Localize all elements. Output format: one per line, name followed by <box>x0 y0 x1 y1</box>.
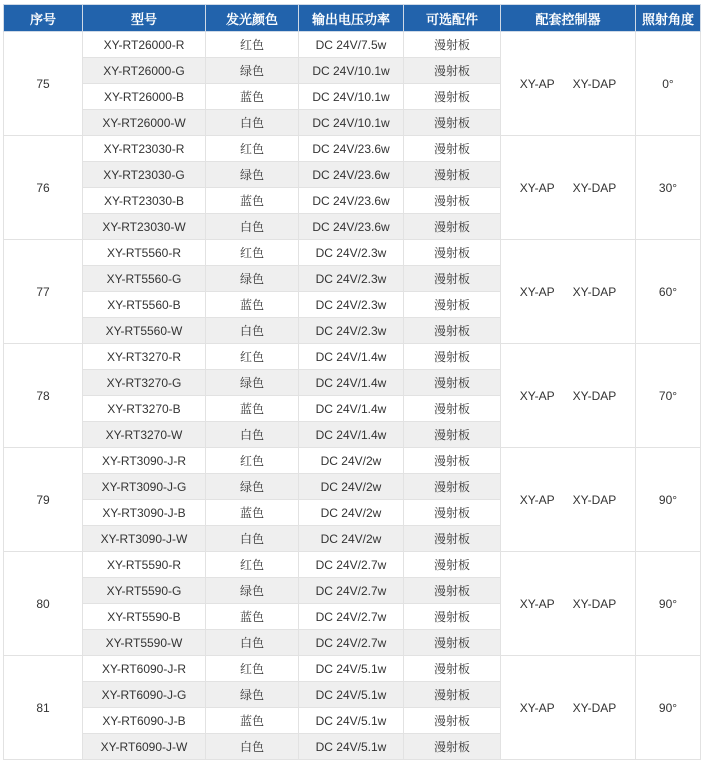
controller-label: XY-DAP <box>572 596 617 611</box>
angle-cell: 90° <box>636 656 701 760</box>
accessory-cell: 漫射板 <box>404 448 501 474</box>
column-header-controller: 配套控制器 <box>501 5 636 32</box>
serial-cell: 80 <box>4 552 83 656</box>
model-cell: XY-RT3090-J-W <box>83 526 206 552</box>
controller-label: XY-DAP <box>572 700 617 715</box>
model-cell: XY-RT5560-W <box>83 318 206 344</box>
angle-cell: 0° <box>636 32 701 136</box>
accessory-cell: 漫射板 <box>404 162 501 188</box>
controller-cell <box>501 344 636 448</box>
accessory-cell: 漫射板 <box>404 630 501 656</box>
accessory-cell: 漫射板 <box>404 370 501 396</box>
accessory-cell: 漫射板 <box>404 552 501 578</box>
model-cell: XY-RT3270-G <box>83 370 206 396</box>
color-cell: 白色 <box>206 526 299 552</box>
table-row <box>4 552 701 578</box>
angle-cell: 30° <box>636 136 701 240</box>
power-cell: DC 24V/2.7w <box>299 630 404 656</box>
power-cell: DC 24V/10.1w <box>299 58 404 84</box>
color-cell: 绿色 <box>206 682 299 708</box>
accessory-cell: 漫射板 <box>404 110 501 136</box>
power-cell: DC 24V/2w <box>299 448 404 474</box>
model-cell: XY-RT26000-G <box>83 58 206 84</box>
power-cell: DC 24V/23.6w <box>299 136 404 162</box>
power-cell: DC 24V/10.1w <box>299 110 404 136</box>
power-cell: DC 24V/23.6w <box>299 188 404 214</box>
power-cell: DC 24V/23.6w <box>299 214 404 240</box>
color-cell: 红色 <box>206 552 299 578</box>
model-cell: XY-RT5590-R <box>83 552 206 578</box>
color-cell: 红色 <box>206 344 299 370</box>
controller-cell <box>501 32 636 136</box>
model-cell: XY-RT6090-J-G <box>83 682 206 708</box>
column-header-color: 发光颜色 <box>206 5 299 32</box>
table-row <box>4 656 701 682</box>
power-cell: DC 24V/2w <box>299 526 404 552</box>
accessory-cell: 漫射板 <box>404 84 501 110</box>
model-cell: XY-RT3270-B <box>83 396 206 422</box>
table-body <box>4 32 701 760</box>
color-cell: 绿色 <box>206 474 299 500</box>
accessory-cell: 漫射板 <box>404 188 501 214</box>
accessory-cell: 漫射板 <box>404 292 501 318</box>
model-cell: XY-RT5590-G <box>83 578 206 604</box>
angle-cell: 70° <box>636 344 701 448</box>
model-cell: XY-RT23030-W <box>83 214 206 240</box>
model-cell: XY-RT23030-G <box>83 162 206 188</box>
table-row <box>4 240 701 266</box>
power-cell: DC 24V/5.1w <box>299 682 404 708</box>
color-cell: 红色 <box>206 656 299 682</box>
model-cell: XY-RT5590-B <box>83 604 206 630</box>
color-cell: 白色 <box>206 110 299 136</box>
controller-cell <box>501 136 636 240</box>
accessory-cell: 漫射板 <box>404 422 501 448</box>
model-cell: XY-RT6090-J-W <box>83 734 206 760</box>
power-cell: DC 24V/5.1w <box>299 656 404 682</box>
power-cell: DC 24V/2.3w <box>299 318 404 344</box>
accessory-cell: 漫射板 <box>404 318 501 344</box>
serial-cell: 81 <box>4 656 83 760</box>
table-row <box>4 448 701 474</box>
power-cell: DC 24V/2.3w <box>299 240 404 266</box>
color-cell: 绿色 <box>206 370 299 396</box>
color-cell: 白色 <box>206 734 299 760</box>
color-cell: 白色 <box>206 214 299 240</box>
power-cell: DC 24V/2.3w <box>299 292 404 318</box>
angle-cell: 60° <box>636 240 701 344</box>
accessory-cell: 漫射板 <box>404 266 501 292</box>
accessory-cell: 漫射板 <box>404 708 501 734</box>
color-cell: 绿色 <box>206 58 299 84</box>
model-cell: XY-RT3090-J-G <box>83 474 206 500</box>
model-cell: XY-RT26000-B <box>83 84 206 110</box>
controller-label: XY-DAP <box>572 180 617 195</box>
color-cell: 蓝色 <box>206 500 299 526</box>
power-cell: DC 24V/2w <box>299 474 404 500</box>
power-cell: DC 24V/2.3w <box>299 266 404 292</box>
color-cell: 白色 <box>206 630 299 656</box>
color-cell: 蓝色 <box>206 604 299 630</box>
accessory-cell: 漫射板 <box>404 214 501 240</box>
model-cell: XY-RT3090-J-B <box>83 500 206 526</box>
serial-cell: 76 <box>4 136 83 240</box>
model-cell: XY-RT26000-W <box>83 110 206 136</box>
column-header-accessory: 可选配件 <box>404 5 501 32</box>
table-row <box>4 344 701 370</box>
color-cell: 白色 <box>206 422 299 448</box>
controller-label: XY-AP <box>519 492 555 507</box>
table-header <box>4 5 701 32</box>
power-cell: DC 24V/5.1w <box>299 708 404 734</box>
model-cell: XY-RT23030-B <box>83 188 206 214</box>
model-cell: XY-RT6090-J-B <box>83 708 206 734</box>
color-cell: 绿色 <box>206 162 299 188</box>
color-cell: 蓝色 <box>206 84 299 110</box>
accessory-cell: 漫射板 <box>404 604 501 630</box>
model-cell: XY-RT5560-G <box>83 266 206 292</box>
color-cell: 蓝色 <box>206 188 299 214</box>
model-cell: XY-RT6090-J-R <box>83 656 206 682</box>
accessory-cell: 漫射板 <box>404 474 501 500</box>
power-cell: DC 24V/2.7w <box>299 578 404 604</box>
color-cell: 红色 <box>206 32 299 58</box>
accessory-cell: 漫射板 <box>404 58 501 84</box>
controller-cell <box>501 448 636 552</box>
color-cell: 红色 <box>206 136 299 162</box>
controller-label: XY-AP <box>519 76 555 91</box>
product-spec-table <box>3 4 701 760</box>
model-cell: XY-RT3090-J-R <box>83 448 206 474</box>
controller-label: XY-DAP <box>572 76 617 91</box>
accessory-cell: 漫射板 <box>404 396 501 422</box>
controller-label: XY-AP <box>519 700 555 715</box>
accessory-cell: 漫射板 <box>404 240 501 266</box>
power-cell: DC 24V/5.1w <box>299 734 404 760</box>
accessory-cell: 漫射板 <box>404 344 501 370</box>
model-cell: XY-RT5590-W <box>83 630 206 656</box>
serial-cell: 79 <box>4 448 83 552</box>
power-cell: DC 24V/1.4w <box>299 344 404 370</box>
color-cell: 绿色 <box>206 578 299 604</box>
color-cell: 白色 <box>206 318 299 344</box>
color-cell: 蓝色 <box>206 396 299 422</box>
power-cell: DC 24V/2.7w <box>299 552 404 578</box>
controller-label: XY-DAP <box>572 492 617 507</box>
column-header-angle: 照射角度 <box>636 5 701 32</box>
model-cell: XY-RT5560-R <box>83 240 206 266</box>
table-row <box>4 32 701 58</box>
color-cell: 绿色 <box>206 266 299 292</box>
accessory-cell: 漫射板 <box>404 500 501 526</box>
controller-cell <box>501 240 636 344</box>
controller-label: XY-DAP <box>572 388 617 403</box>
power-cell: DC 24V/7.5w <box>299 32 404 58</box>
controller-label: XY-AP <box>519 596 555 611</box>
accessory-cell: 漫射板 <box>404 734 501 760</box>
column-header-model: 型号 <box>83 5 206 32</box>
power-cell: DC 24V/10.1w <box>299 84 404 110</box>
serial-cell: 78 <box>4 344 83 448</box>
column-header-serial: 序号 <box>4 5 83 32</box>
column-header-power: 输出电压功率 <box>299 5 404 32</box>
color-cell: 蓝色 <box>206 292 299 318</box>
table-row <box>4 136 701 162</box>
serial-cell: 75 <box>4 32 83 136</box>
power-cell: DC 24V/1.4w <box>299 422 404 448</box>
accessory-cell: 漫射板 <box>404 682 501 708</box>
controller-cell <box>501 656 636 760</box>
accessory-cell: 漫射板 <box>404 578 501 604</box>
controller-label: XY-DAP <box>572 284 617 299</box>
color-cell: 红色 <box>206 448 299 474</box>
power-cell: DC 24V/2w <box>299 500 404 526</box>
model-cell: XY-RT5560-B <box>83 292 206 318</box>
controller-cell <box>501 552 636 656</box>
model-cell: XY-RT3270-W <box>83 422 206 448</box>
accessory-cell: 漫射板 <box>404 656 501 682</box>
header-row <box>4 5 701 32</box>
serial-cell: 77 <box>4 240 83 344</box>
model-cell: XY-RT3270-R <box>83 344 206 370</box>
color-cell: 红色 <box>206 240 299 266</box>
accessory-cell: 漫射板 <box>404 526 501 552</box>
model-cell: XY-RT23030-R <box>83 136 206 162</box>
controller-label: XY-AP <box>519 388 555 403</box>
model-cell: XY-RT26000-R <box>83 32 206 58</box>
controller-label: XY-AP <box>519 284 555 299</box>
accessory-cell: 漫射板 <box>404 32 501 58</box>
power-cell: DC 24V/1.4w <box>299 396 404 422</box>
controller-label: XY-AP <box>519 180 555 195</box>
power-cell: DC 24V/2.7w <box>299 604 404 630</box>
angle-cell: 90° <box>636 552 701 656</box>
angle-cell: 90° <box>636 448 701 552</box>
accessory-cell: 漫射板 <box>404 136 501 162</box>
color-cell: 蓝色 <box>206 708 299 734</box>
power-cell: DC 24V/23.6w <box>299 162 404 188</box>
power-cell: DC 24V/1.4w <box>299 370 404 396</box>
